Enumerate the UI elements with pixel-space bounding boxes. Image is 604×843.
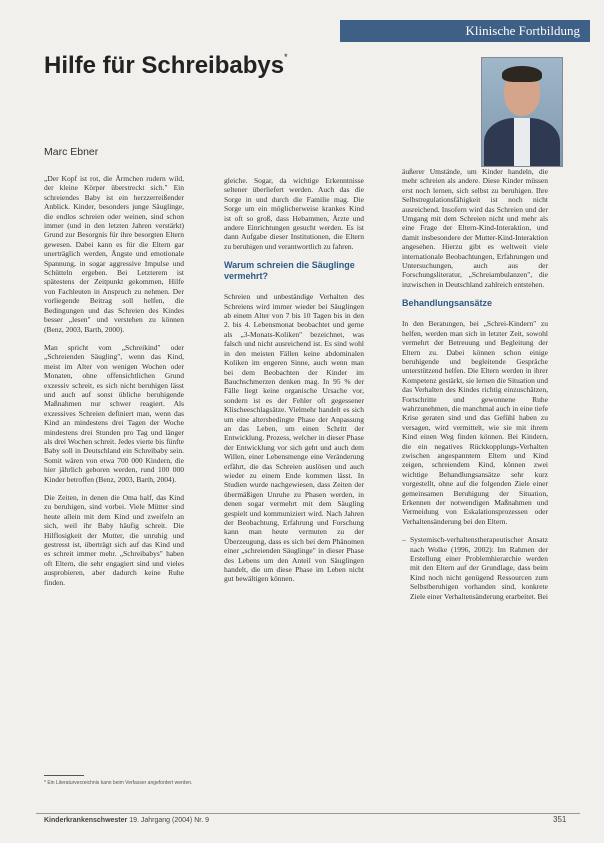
article-title	[44, 52, 288, 80]
list-item: – Systemisch-verhaltenstherapeutischer Ansatz nach Wolke (1996, 2002): Im Rahmen der Erstellung einer Problemhierarchie werden mit den Eltern auf der Grundlage, dass beim Kind noch nicht genügend Ressourcen zum Selbstberuhigen vorhanden sind, konkrete Ziele einer Verhaltensänderung erarbeitet. Bei	[410, 535, 548, 601]
portrait-hair	[502, 66, 542, 82]
column-3	[402, 167, 548, 601]
journal-issue: 19. Jahrgang (2004) Nr. 9	[127, 817, 209, 824]
journal-name: Kinderkrankenschwester	[44, 817, 128, 824]
paragraph: Schreien und unbeständige Verhalten des Schreiens wird immer wieder bei Säuglingen ab einem Alter von 7 bis 10 Tagen bis in den 2. bis 4. Lebensmonat beobachtet und gerne als „3-Monats-Koliken" bezeichnet, was falsch und nicht ausreichend ist. Es sind wohl in den meisten Fällen keine abdominalen Koliken im engeren Sinne, auch wenn man bei dem Beobachten der Kinder im Bauchschmerzen denken mag. In 95 % der Fälle liegt keine organische Ursache vor, sondern ist es der Fehler oft gegessener Klischeeschlagsätze. Vielmehr handelt es sich um eine altersbedingte Phase der Anpassung an das Leben, um einen Schritt der Entwicklung. Prozess, welcher in dieser Phase der Entwicklung vor sich geht und auch dem Willen, einer Lebensmenge eine Veränderung erfährt, die das Schreien auslösen und auch wieder zu einem Ende kommen lässt. In Studien wurde nachgewiesen, dass Zeiten der übermäßigen Unruhe zu Phasen werden, in denen sogar vermehrt mit dem Säugling gespielt und kommuniziert wird. Nach Jahren der Beobachtung, Erfahrung und Forschung kann man heute vermuten zu der Überzeugung, dass es sich bei dem Phänomen einer „schreienden Säuglinge" in dieser Phase des Lebens um den Anteil von Säuglingen handelt, die um diese Phase im Leben nicht gut bewältigen können.	[224, 292, 364, 584]
footnote-divider	[44, 775, 84, 776]
section-header	[340, 20, 590, 42]
footer-divider	[36, 813, 580, 814]
portrait-shirt	[514, 118, 530, 167]
section-label: Klinische Fortbildung	[465, 23, 580, 38]
bullet-list	[402, 535, 548, 601]
title-footnote-mark: *	[284, 52, 288, 62]
paragraph: In den Beratungen, bei „Schrei-Kindern" zu helfen, werden man sich in letzter Zeit, sowohl vermehrt der Betreuung und Begleitung der Eltern zu. Dabei können schon einige beruhigende und begleitende Gespräche unterstützend helfen. Die Eltern werden in ihrer Kompetenz gestärkt, sie lernen die Situation und das Verhalten des Kindes richtig einzuschätzen, Fortschritte und gewonnene Ruhe wahrzunehmen, die manchmal auch in eine tiefe Krise geraten sind und das Gefühl haben zu versagen, wird vermittelt, wie sie mit ihrem Kind einen Weg finden können. Bei Kindern, die ein negatives Rückkopplungs-Verhalten zwischen angespanntem Eltern und Kind zeigen, schreiendem Kind, können zwei wichtige Behandlungsansätze sehr kurz vorgestellt, ohne auf die folgenden Ziele einer gemeinsamen Beruhigung der Situation, Erkennen der notwendigen Maßnahmen und Vermeidung von Eskalationsprozessen oder Verhaltensänderung bei den Eltern.	[402, 319, 549, 526]
page-number: 351	[553, 815, 567, 824]
paragraph: „Der Kopf ist rot, die Ärmchen rudern wild, der kleine Körper überstreckt sich." Ein schreiendes Baby ist ein herzzerreißender Anblick. Kinder, besonders junge Säuglinge, die endlos schreien oder weinen, sind schon immer (und in den letzten Jahren verstärkt) Grund zur Besorgnis für ihre besorgten Eltern gewesen. Dabei kann es für die Eltern gar unerträglich werden, Ängste und emotionale Spannung, in sogar aggressive Impulse und Schütteln ergeben. Bei Letzterem ist spätestens der Zeitpunkt gekommen, Hilfe von Fachleuten in Anspruch zu nehmen. Der vorliegende Beitrag soll helfen, die Bedingungen und das Schreien des Kindes besser „lesen" und verstehen zu können (Benz, 2003, Barth, 2000).	[44, 174, 184, 334]
paragraph: Man spricht vom „Schreikind" oder „Schreienden Säugling", wenn das Kind, meist im Alter von wenigen Wochen oder Monaten, ohne offensichtlichen Grund exzessiv schreit, es sich nicht beruhigen lässt und auch auf sonst übliche beruhigende Maßnahmen nur schwer reagiert. Als exzessives Schreien definiert man, wenn das Kind an mindestens drei Tagen der Woche mindestens drei Stunden pro Tag und länger als drei Wochen schreit. Jedes vierte bis fünfte Baby soll in Deutschland ein Schreibaby sein. Somit wären von etwa 700 000 Kindern, die hier jährlich geboren werden, rund 100 000 Kinder betroffen (Benz, 2003, Barth, 2004).	[44, 342, 184, 484]
column-2	[224, 176, 364, 593]
article-title-text: Hilfe für Schreibabys	[44, 52, 285, 79]
column-1	[44, 174, 184, 596]
footnote: * Ein Literaturverzeichnis kann beim Verfasser angefordert werden.	[44, 780, 193, 786]
paragraph: gleiche. Sogar, da wichtige Erkenntnisse seltener überliefert werden. Auch das die Sorge in und durch die Familie mag. Die Sorge um ein möglicherweise krankes Kind ist oft so groß, dass Hebammen, Ärzte und andere Einrichtungen gesucht werden. Es ist dann Aufgabe dieser Institutionen, die Eltern zu beruhigen und verantwortlich zu fahren.	[224, 176, 364, 251]
author-name: Marc Ebner	[44, 146, 99, 158]
journal-footer	[44, 817, 209, 824]
section-heading: Behandlungsansätze	[402, 298, 493, 309]
author-portrait	[481, 57, 563, 167]
section-heading: Warum schreien die Säuglinge vermehrt?	[224, 260, 355, 282]
paragraph: äußerer Umstände, um Kinder handeln, die mehr schreien als andere. Diese Kinder müssen erst noch lernen, sich selbst zu beruhigen. Ihre Selbstregulationsfähigkeit ist noch nicht ausreichend. Insofern wird das Schreien und der Umgang mit dem Schreien nicht und mehr als eine Frage der Eltern-Kind-Interaktion, und damit insbesondere der Mutter-Kind-Interaktion angesehen. Hierzu gibt es weltweit viele internationale Beobachtungen, Erfahrungen und Untersuchungen, auch aus der Forschungsliteratur, „Schreiambulanzen", die inzwischen in Deutschland zahlreich entstehen.	[402, 167, 548, 289]
paragraph: Die Zeiten, in denen die Oma half, das Kind zu beruhigen, sind vorbei. Viele Mütter sind heute allein mit dem Kind und zweifeln an sich, weil ihr Baby häufig schreit. Die Hilflosigkeit der Mutter, die unruhig und gestresst ist, überträgt sich auf das Kind und es schreit immer mehr. „Schreibabys" haben oft Eltern, die sehr engagiert sind und vieles ausprobieren, aber dadurch keine Ruhe finden.	[44, 493, 184, 587]
